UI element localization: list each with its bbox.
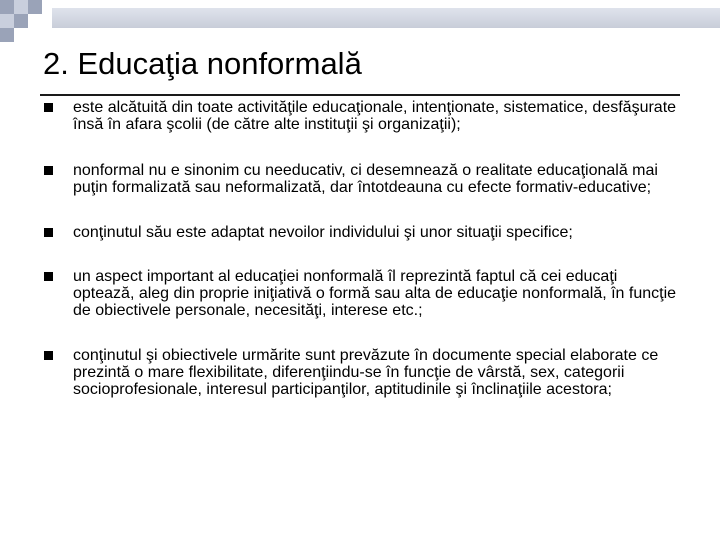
square-bullet-icon xyxy=(44,103,53,112)
bullet-text: un aspect important al educaţiei nonformală îl reprezintă faptul că cei educaţi optează, aleg din proprie iniţiativă o formă sau alta de educaţie nonformală, în funcţie de obiectivele personale, necesităţi, interese etc.; xyxy=(73,268,677,319)
bullet-list xyxy=(42,99,682,398)
bullet-text: nonformal nu e sinonim cu needucativ, ci desemnează o realitate educaţională mai puţin formalizată sau neformalizată, dar întotdeauna cu efecte formativ-educative; xyxy=(73,162,658,196)
square-bullet-icon xyxy=(44,351,53,360)
decor-square xyxy=(28,0,42,14)
title-divider xyxy=(40,94,680,96)
bullet-item xyxy=(42,162,682,196)
bullet-item xyxy=(42,347,682,398)
bullet-item xyxy=(42,268,682,319)
square-bullet-icon xyxy=(44,166,53,175)
bullet-text: conţinutul său este adaptat nevoilor individului şi unor situaţii specifice; xyxy=(73,224,573,241)
decor-square xyxy=(0,0,14,14)
decor-square xyxy=(14,0,28,14)
slide-title: 2. Educaţia nonformală xyxy=(43,46,362,81)
decor-square xyxy=(0,14,14,28)
decorative-top-bar xyxy=(52,8,720,28)
bullet-text: este alcătuită din toate activităţile educaţionale, intenţionate, sistematice, desfăşurate însă în afara şcolii (de către alte instituţii şi organizaţii); xyxy=(73,99,677,133)
bullet-item xyxy=(42,99,682,133)
bullet-text: conţinutul şi obiectivele urmărite sunt prevăzute în documente special elaborate ce prezintă o mare flexibilitate, diferenţiindu-se în funcţie de vârstă, sex, categorii socioprofesionale, interesul participanţilor, aptitudinile şi înclinaţiile acestora; xyxy=(73,347,659,398)
bullet-item xyxy=(42,224,682,241)
square-bullet-icon xyxy=(44,228,53,237)
decor-square xyxy=(14,14,28,28)
square-bullet-icon xyxy=(44,272,53,281)
decor-square xyxy=(0,28,14,42)
decorative-squares xyxy=(0,0,60,40)
